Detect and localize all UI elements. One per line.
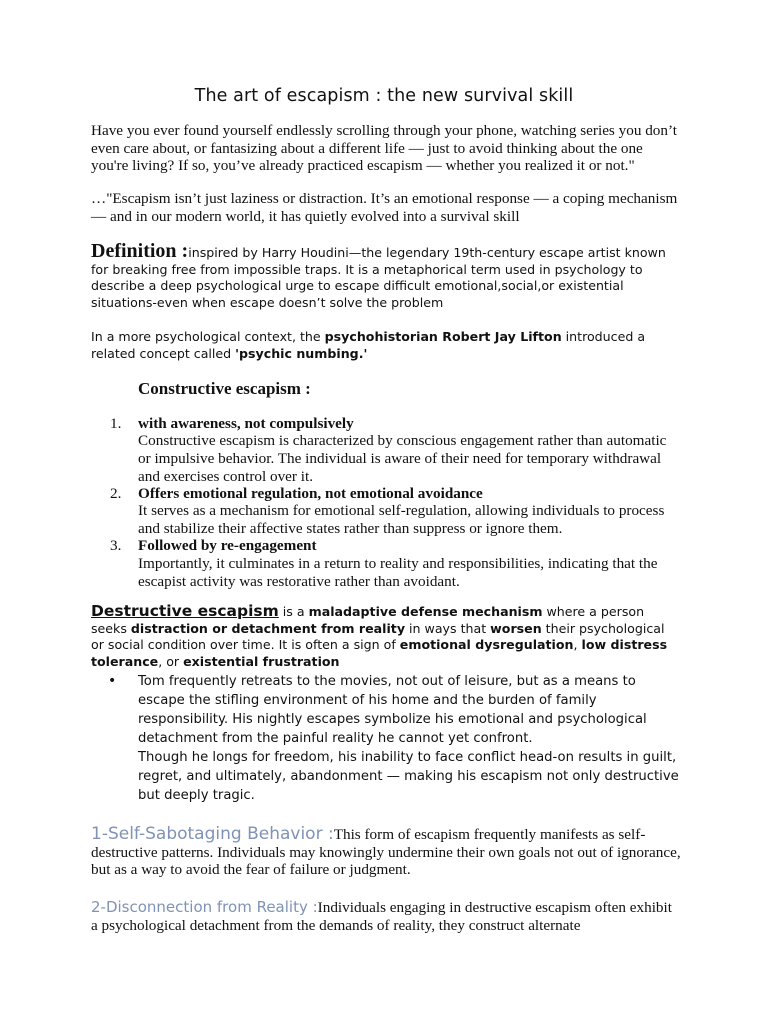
example-text-2: Though he longs for freedom, his inability to face conflict head-on results in guilt, regret, and ultimately, abandonment — making his escapism not only destructive but deeply tragic.	[138, 750, 679, 803]
list-item-text: Importantly, it culminates in a return to reality and responsibilities, indicating that the escapist activity was restorative rather than avoidant.	[138, 554, 658, 590]
constructive-list	[110, 415, 680, 590]
section-text: Individuals engaging in destructive escapism often exhibit a psychological detachment from the demands of reality, they construct alternate	[91, 899, 672, 934]
list-number: 3.	[110, 537, 122, 555]
definition-paragraph	[91, 240, 681, 311]
list-number: 2.	[110, 484, 122, 502]
section-self-sabotaging	[91, 826, 681, 879]
list-item	[110, 485, 680, 538]
list-item-heading: Offers emotional regulation, not emotional avoidance	[138, 484, 483, 502]
list-item	[110, 537, 680, 590]
list-item	[110, 415, 680, 485]
bullet-icon: •	[108, 673, 117, 689]
section-heading: 2-Disconnection from Reality :	[91, 898, 318, 916]
section-heading: 1-Self-Sabotaging Behavior :	[91, 824, 334, 844]
definition-text: inspired by Harry Houdini—the legendary 19th-century escape artist known for breaking free from impossible traps. It is a metaphorical term used in psychology to describe a deep psychological urge to escape difficult emotional,social,or existential situations-even when escape doesn’t solve the problem	[91, 245, 666, 310]
list-number: 1.	[110, 415, 122, 432]
destructive-paragraph: Destructive escapism is a maladaptive defense mechanism where a person seeks distraction or detachment from reality in ways that worsen their psychological or social condition over time. It is often a sign of emotional dysregulation, low distress tolerance, or existential frustration	[91, 602, 668, 669]
psych-bold-numbing: 'psychic numbing.'	[235, 345, 368, 361]
psychic-numbing-paragraph	[91, 329, 681, 362]
psych-text-1: In a more psychological context, the	[91, 329, 325, 344]
list-item-text: Constructive escapism is characterized by conscious engagement rather than automatic or impulsive behavior. The individual is aware of their need for temporary withdrawal and exercises control over it.	[138, 432, 667, 485]
document-title: The art of escapism : the new survival skill	[194, 86, 574, 106]
psych-bold-lifton: psychohistorian Robert Jay Lifton	[324, 329, 562, 344]
list-item-heading: Followed by re-engagement	[138, 537, 317, 555]
intro-paragraph: Have you ever found yourself endlessly scrolling through your phone, watching series you don’t even care about, or fantasizing about a different life — just to avoid thinking about the one you're living? If so, you’ve already practiced escapism — whether you realized it or not."	[91, 122, 678, 174]
definition-heading: Definition :	[91, 240, 189, 262]
quote-paragraph: …"Escapism isn’t just laziness or distraction. It’s an emotional response — a coping mechanism — and in our modern world, it has quietly evolved into a survival skill	[91, 190, 678, 225]
destructive-heading: Destructive escapism	[91, 602, 279, 620]
constructive-heading: Constructive escapism :	[138, 379, 311, 398]
psych-text-2: introduced a related concept called	[91, 329, 646, 361]
example-text-1: Tom frequently retreats to the movies, not out of leisure, but as a means to escape the stifling environment of his home and the burden of family responsibility. His nightly escapes symbolize his emotional and psychological detachment from the painful reality he cannot yet confront.	[138, 674, 647, 746]
section-text: This form of escapism frequently manifests as self-destructive patterns. Individuals may knowingly undermine their own goals not out of ignorance, but as a way to avoid the fear of failure or judgment.	[91, 826, 681, 878]
list-item-heading: with awareness, not compulsively	[138, 415, 354, 432]
section-disconnection	[91, 899, 681, 934]
example-bullet-item	[108, 672, 683, 805]
list-item-text: It serves as a mechanism for emotional self-regulation, allowing individuals to process and stabilize their affective states rather than suppress or ignore them.	[138, 502, 665, 538]
